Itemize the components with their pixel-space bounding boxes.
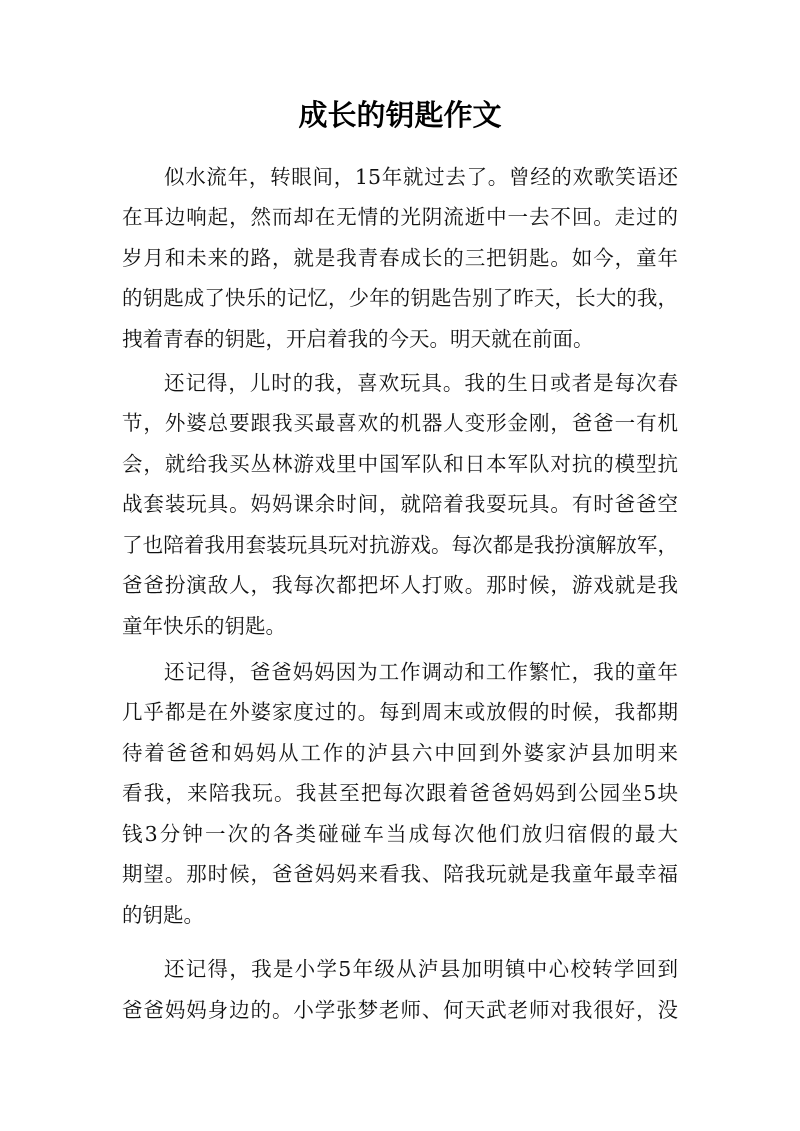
paragraph-line: 会，就给我买丛林游戏里中国军队和日本军队对抗的模型抗: [122, 452, 678, 476]
paragraph-line: 看我，来陪我玩。我甚至把每次跟着爸爸妈妈到公园坐5块: [122, 781, 678, 805]
paragraph-line: 钱3分钟一次的各类碰碰车当成每次他们放归宿假的最大: [122, 822, 678, 846]
paragraph-line: 期望。那时候，爸爸妈妈来看我、陪我玩就是我童年最幸福: [122, 862, 678, 886]
paragraph-line: 战套装玩具。妈妈课余时间，就陪着我耍玩具。有时爸爸空: [122, 492, 678, 516]
paragraph-line: 的钥匙成了快乐的记忆，少年的钥匙告别了昨天，长大的我，: [122, 286, 678, 310]
paragraph-line: 节，外婆总要跟我买最喜欢的机器人变形金刚，爸爸一有机: [122, 411, 678, 435]
paragraph-line: 还记得，儿时的我，喜欢玩具。我的生日或者是每次春: [164, 371, 678, 395]
paragraph-line: 的钥匙。: [122, 903, 204, 927]
paragraph-line: 在耳边响起，然而却在无情的光阴流逝中一去不回。走过的: [122, 205, 678, 229]
paragraph-line: 还记得，我是小学5年级从泸县加明镇中心校转学回到: [164, 957, 678, 981]
paragraph-line: 爸爸扮演敌人，我每次都把坏人打败。那时候，游戏就是我: [122, 573, 678, 597]
paragraph-line: 童年快乐的钥匙。: [122, 614, 286, 638]
paragraph-line: 爸爸妈妈身边的。小学张梦老师、何天武老师对我很好，没: [122, 998, 678, 1022]
paragraph-line: 似水流年，转眼间，15年就过去了。曾经的欢歌笑语还: [164, 165, 678, 189]
paragraph-line: 了也陪着我用套装玩具玩对抗游戏。每次都是我扮演解放军，: [122, 533, 678, 557]
paragraph-line: 几乎都是在外婆家度过的。每到周末或放假的时候，我都期: [122, 700, 678, 724]
document-title: 成长的钥匙作文: [298, 98, 502, 132]
paragraph-line: 岁月和未来的路，就是我青春成长的三把钥匙。如今，童年: [122, 246, 678, 270]
paragraph-line: 待着爸爸和妈妈从工作的泸县六中回到外婆家泸县加明来: [122, 741, 678, 765]
paragraph-line: 还记得，爸爸妈妈因为工作调动和工作繁忙，我的童年: [164, 660, 678, 684]
paragraph-line: 拽着青春的钥匙，开启着我的今天。明天就在前面。: [122, 327, 594, 351]
